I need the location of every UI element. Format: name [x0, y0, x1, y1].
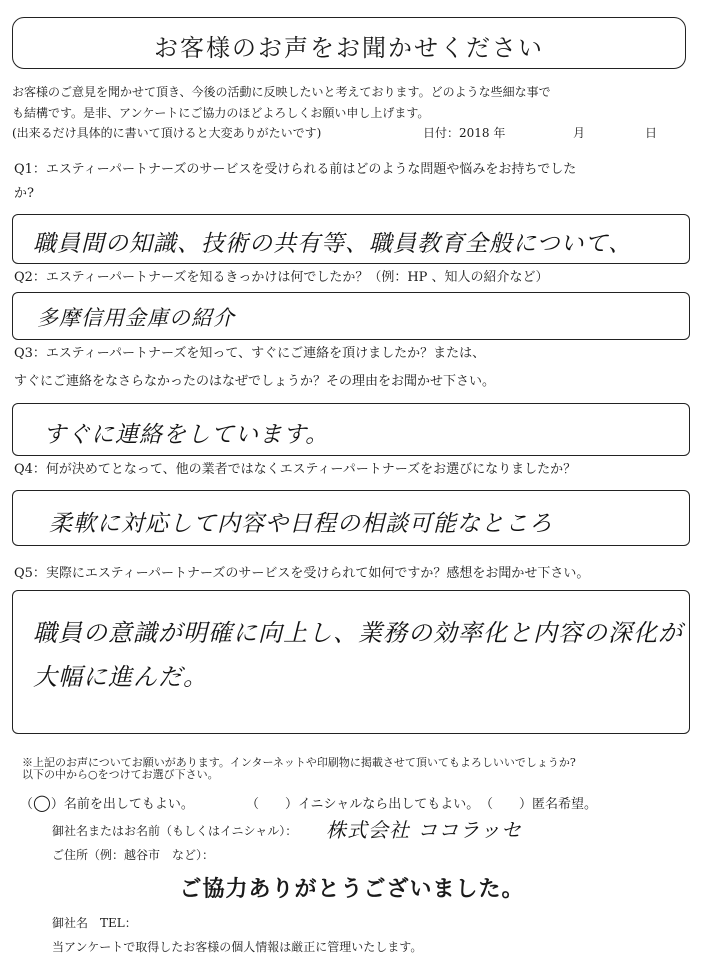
q1-text-line-2: か? — [14, 186, 34, 201]
option-named-label: ）名前を出してもよい。 — [50, 797, 194, 812]
day-label: 日 — [645, 126, 658, 140]
q5-answer-line-2: 大幅に進んだ。 — [33, 663, 208, 691]
intro-line-1: お客様のご意見を聞かせて頂き、今後の活動に反映したいと考えております。どのような些細な事で — [12, 85, 551, 99]
q5-text: Q5：実際にエスティーパートナーズのサービスを受けられて如何ですか？感想をお聞かせ下さい。 — [14, 566, 590, 581]
intro-line-3: (出来るだけ具体的に書いて頂けると大変ありがたいです) — [12, 126, 322, 140]
q2-answer-text: 多摩信用金庫の紹介 — [37, 306, 235, 330]
q1-answer-text: 職員間の知識、技術の共有等、職員教育全般について、 — [33, 231, 633, 257]
q1-text-line-1: Q1：エスティーパートナーズのサービスを受けられる前はどのような問題や悩みをお持ちでした — [14, 162, 577, 177]
page-title: お客様のお声をお聞かせください — [154, 34, 544, 62]
q3-text-line-2: すぐにご連絡をなさらなかったのはなぜでしょうか？その理由をお聞かせ下さい。 — [14, 374, 496, 389]
q5-answer-box[interactable] — [12, 590, 690, 734]
q3-text-line-1: Q3：エスティーパートナーズを知って、すぐにご連絡を頂けましたか？または、 — [14, 346, 486, 361]
date-label: 日付：2018 年 — [423, 126, 506, 140]
option-anonymous[interactable]: （ ）匿名希望。 — [480, 797, 598, 812]
q3-answer-box[interactable] — [12, 403, 690, 456]
company-name-value[interactable]: 株式会社 ココラッセ — [326, 818, 522, 842]
tel-label: 御社名 TEL： — [52, 916, 137, 930]
intro-line-2: も結構です。是非、アンケートにご協力のほどよろしくお願い申し上げます。 — [12, 106, 430, 120]
q1-answer-box[interactable] — [12, 214, 690, 264]
consent-note-line-2: 以下の中から○をつけてお選び下さい。 — [22, 768, 219, 781]
q2-text: Q2：エスティーパートナーズを知るきっかけは何でしたか？（例：HP 、知人の紹介など） — [14, 270, 549, 285]
address-label: ご住所（例：越谷市 など）： — [52, 848, 215, 862]
thanks-message: ご協力ありがとうございました。 — [179, 876, 525, 902]
q4-text: Q4：何が決めてとなって、他の業者ではなくエスティーパートナーズをお選びになりましたか？ — [14, 462, 577, 477]
consent-note-line-1: ※上記のお声についてお願いがあります。インターネットや印刷物に掲載させて頂いてもよろしいいでしょうか? — [22, 756, 576, 769]
option-named[interactable] — [20, 793, 194, 812]
option-initials[interactable]: （ ）イニシャルなら出してもよい。 — [246, 797, 480, 812]
month-label: 月 — [573, 126, 586, 140]
q4-answer-box[interactable] — [12, 490, 690, 546]
q2-answer-box[interactable] — [12, 292, 690, 340]
open-paren: （ — [20, 797, 34, 812]
q3-answer-text: すぐに連絡をしています。 — [43, 422, 330, 448]
company-name-label: 御社名またはお名前（もしくはイニシャル）： — [52, 824, 298, 838]
q4-answer-text: 柔軟に対応して内容や日程の相談可能なところ — [49, 511, 553, 537]
selected-circle-mark: ◯ — [33, 793, 51, 812]
q5-answer-line-1: 職員の意識が明確に向上し、業務の効率化と内容の深化が — [33, 619, 683, 647]
title-box — [12, 17, 686, 69]
privacy-note: 当アンケートで取得したお客様の個人情報は厳正に管理いたします。 — [52, 940, 423, 954]
